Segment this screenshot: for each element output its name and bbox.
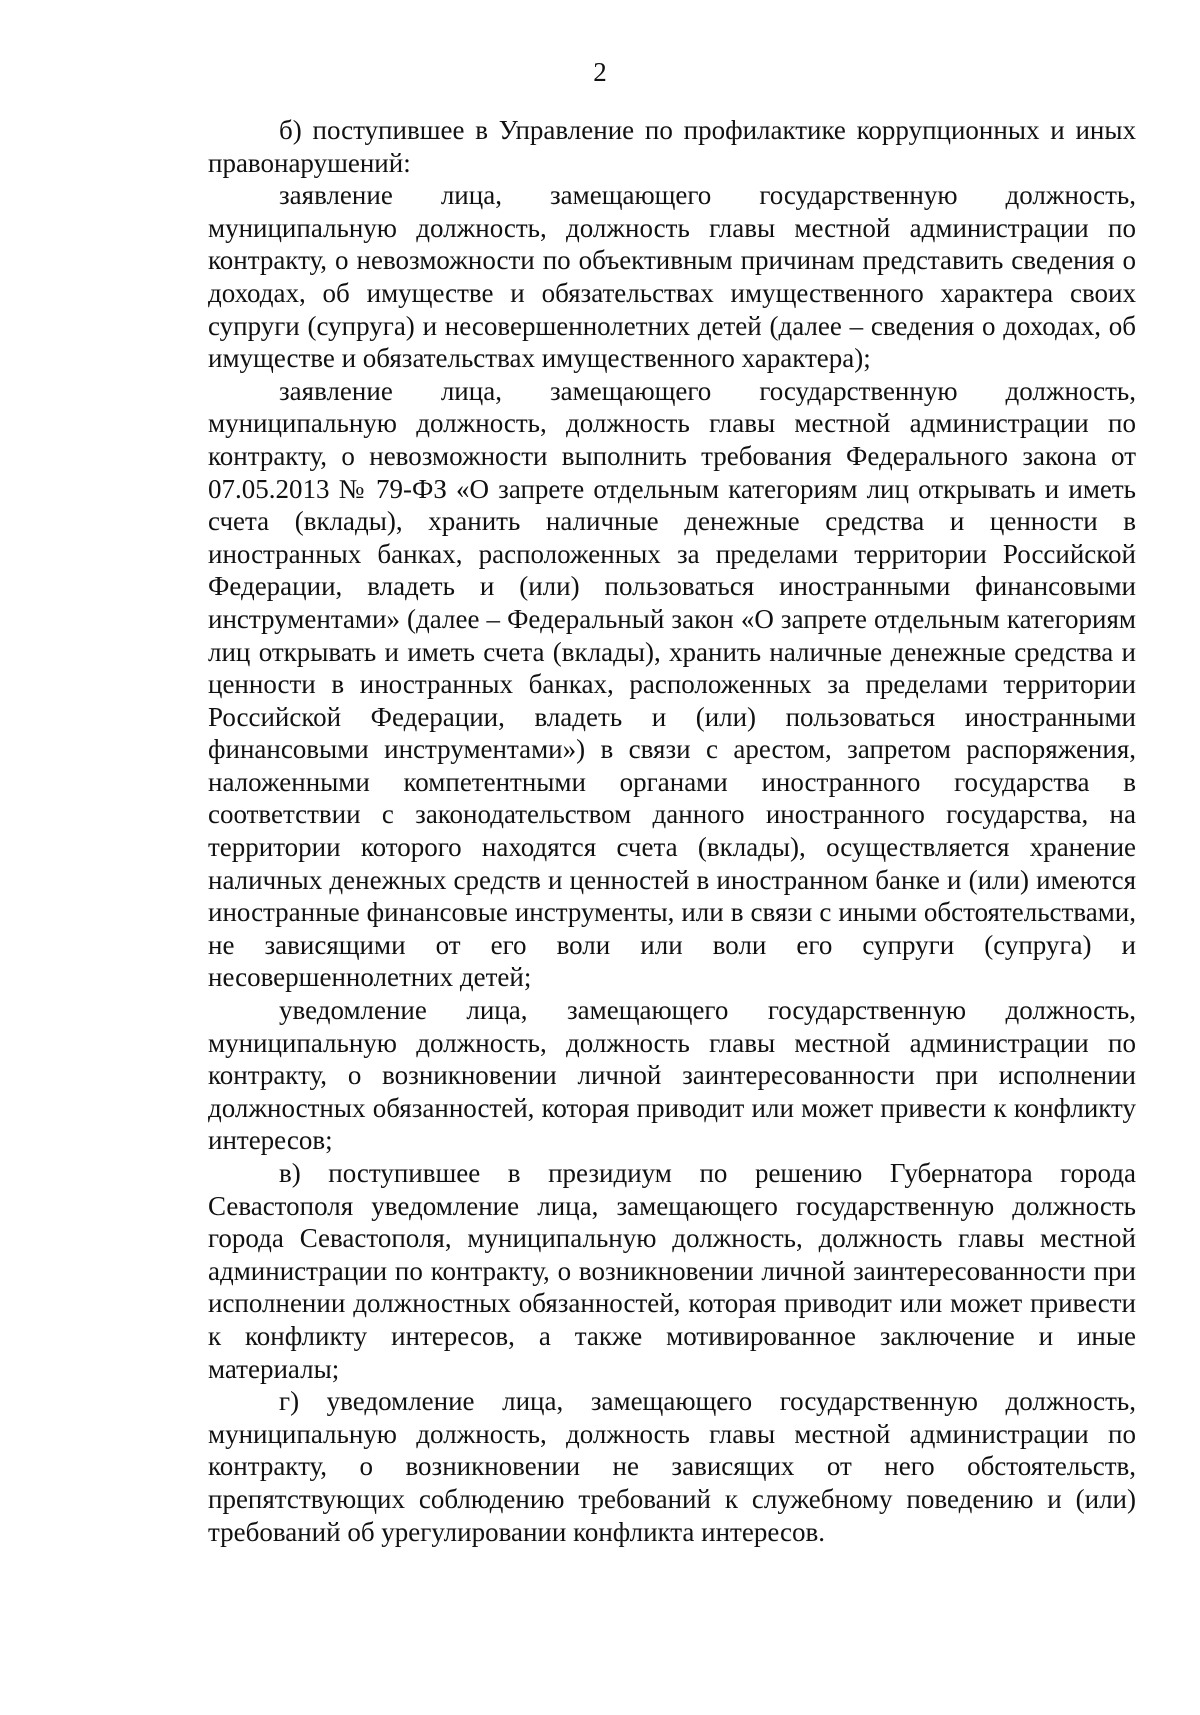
paragraph-income-statement: заявление лица, замещающего государственную должность, муниципальную должность, должность главы местной администрации по контракту, о невозможности по объективным причинам представить сведения о доходах, об имуществе и обязательствах имущественного характера своих супруги (супруга) и несовершеннолетних детей (далее – сведения о доходах, об имуществе и обязательствах имущественного характера); [208,180,1136,374]
paragraph-g: г) уведомление лица, замещающего государственную должность, муниципальную должность, должность главы местной администрации по контракту, о возникновении не зависящих от него обстоятельств, препятствующих соблюдению требований к служебному поведению и (или) требований об урегулировании конфликта интересов. [208,1386,1136,1547]
document-body [208,114,1136,1548]
paragraph-v: в) поступившее в президиум по решению Губернатора города Севастополя уведомление лица, замещающего государственную должность города Севастополя, муниципальную должность, должность главы местной администрации по контракту, о возникновении личной заинтересованности при исполнении должностных обязанностей, которая приводит или может привести к конфликту интересов, а также мотивированное заключение и иные материалы; [208,1158,1136,1384]
paragraph-b: б) поступившее в Управление по профилактике коррупционных и иных правонарушений: [208,115,1136,178]
page-number: 2 [593,57,607,87]
paragraph-foreign-accounts-statement: заявление лица, замещающего государственную должность, муниципальную должность, должность главы местной администрации по контракту, о невозможности выполнить требования Федерального закона от 07.05.2013 № 79-ФЗ «О запрете отдельным категориям лиц открывать и иметь счета (вклады), хранить наличные денежные средства и ценности в иностранных банках, расположенных за пределами территории Российской Федерации, владеть и (или) пользоваться иностранными финансовыми инструментами» (далее – Федеральный закон «О запрете отдельным категориям лиц открывать и иметь счета (вклады), хранить наличные денежные средства и ценности в иностранных банках, расположенных за пределами территории Российской Федерации, владеть и (или) пользоваться иностранными финансовыми инструментами») в связи с арестом, запретом распоряжения, наложенными компетентными органами иностранного государства в соответствии с законодательством данного иностранного государства, на территории которого находятся счета (вклады), осуществляется хранение наличных денежных средств и ценностей в иностранном банке и (или) имеются иностранные финансовые инструменты, или в связи с иными обстоятельствами, не зависящими от его воли или воли его супруги (супруга) и несовершеннолетних детей; [208,375,1136,993]
paragraph-conflict-notification: уведомление лица, замещающего государственную должность, муниципальную должность, должность главы местной администрации по контракту, о возникновении личной заинтересованности при исполнении должностных обязанностей, которая приводит или может привести к конфликту интересов; [208,995,1136,1156]
